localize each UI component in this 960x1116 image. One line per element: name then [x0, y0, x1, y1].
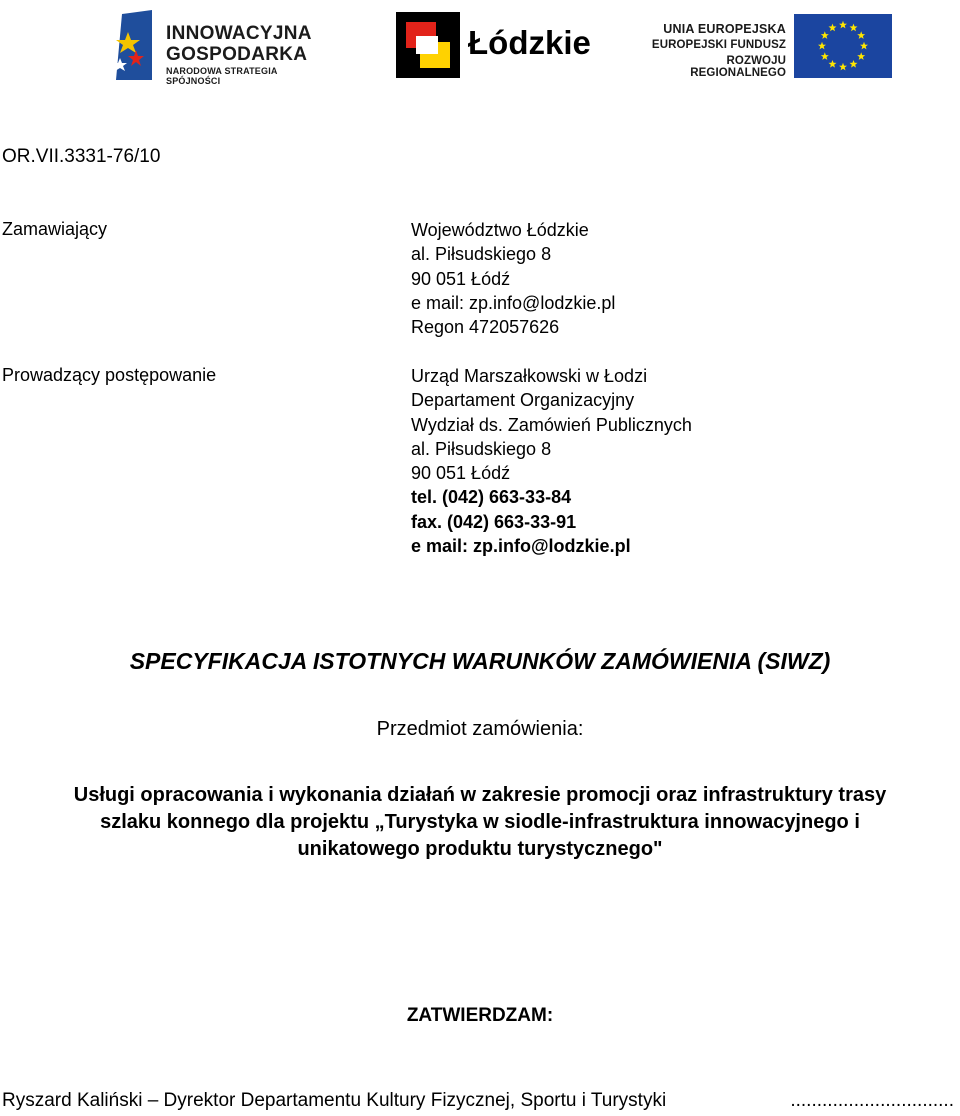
subject-line: szlaku konnego dla projektu „Turystyka w siodle-infrastruktura innowacyjnego i [100, 811, 860, 833]
eu-flag-icon [794, 14, 892, 78]
signature-row [2, 1090, 954, 1112]
conducting-party-line: Departament Organizacyjny [411, 390, 635, 411]
lodzkie-wordmark: Łódzkie [468, 24, 591, 61]
subject-line: unikatowego produktu turystycznego" [297, 838, 663, 860]
lodzkie-emblem-icon [396, 12, 460, 78]
ordering-party-line: 90 051 Łódź [411, 268, 511, 289]
subject-description [0, 782, 960, 863]
lodzkie-logo [396, 12, 591, 78]
ordering-party-details [411, 218, 615, 339]
logo-line-innowacyjna: INNOWACYJNA [166, 23, 312, 44]
conducting-party-line: e mail: zp.info@lodzkie.pl [411, 536, 631, 557]
conducting-party-line: 90 051 Łódź [411, 463, 511, 484]
eu-line-unia: UNIA EUROPEJSKA [663, 22, 786, 36]
ordering-party-line: e mail: zp.info@lodzkie.pl [411, 292, 616, 313]
approval-heading: ZATWIERDZAM: [406, 1005, 554, 1026]
signatory-name: Ryszard Kaliński – Dyrektor Departamentu Kultury Fizycznej, Sportu i Turystyki [2, 1090, 667, 1111]
innowacyjna-gospodarka-emblem-icon [112, 10, 156, 82]
conducting-party-line: fax. (042) 663-33-91 [411, 511, 577, 532]
conducting-party-line: tel. (042) 663-33-84 [411, 487, 572, 508]
conducting-party-details [411, 364, 692, 558]
ordering-party-line: Regon 472057626 [411, 317, 560, 338]
subject-line: Usługi opracowania i wykonania działań w zakresie promocji oraz infrastruktury trasy [73, 784, 887, 806]
innowacyjna-gospodarka-logo [112, 10, 332, 86]
signature-dotted-line: ............................... [790, 1090, 954, 1111]
ordering-party-line: al. Piłsudskiego 8 [411, 244, 552, 265]
subject-label: Przedmiot zamówienia: [376, 718, 584, 740]
conducting-party-label: Prowadzący postępowanie [2, 365, 217, 385]
eu-line-fundusz: EUROPEJSKI FUNDUSZ [651, 39, 786, 51]
logo-line-strategia: NARODOWA STRATEGIA SPÓJNOŚCI [166, 66, 278, 86]
conducting-party-line: Urząd Marszałkowski w Łodzi [411, 366, 648, 386]
ordering-party-label: Zamawiający [2, 219, 108, 239]
eu-line-rozwoju: ROZWOJU REGIONALNEGO [690, 55, 786, 79]
document-reference-number: OR.VII.3331-76/10 [2, 146, 161, 167]
conducting-party-line: al. Piłsudskiego 8 [411, 438, 552, 459]
conducting-party-line: Wydział ds. Zamówień Publicznych [411, 414, 692, 435]
document-title: SPECYFIKACJA ISTOTNYCH WARUNKÓW ZAMÓWIENIA (SIWZ) [129, 648, 831, 674]
eu-regional-fund-logo [636, 14, 892, 78]
logo-line-gospodarka: GOSPODARKA [166, 44, 308, 65]
ordering-party-line: Województwo Łódzkie [411, 220, 589, 240]
